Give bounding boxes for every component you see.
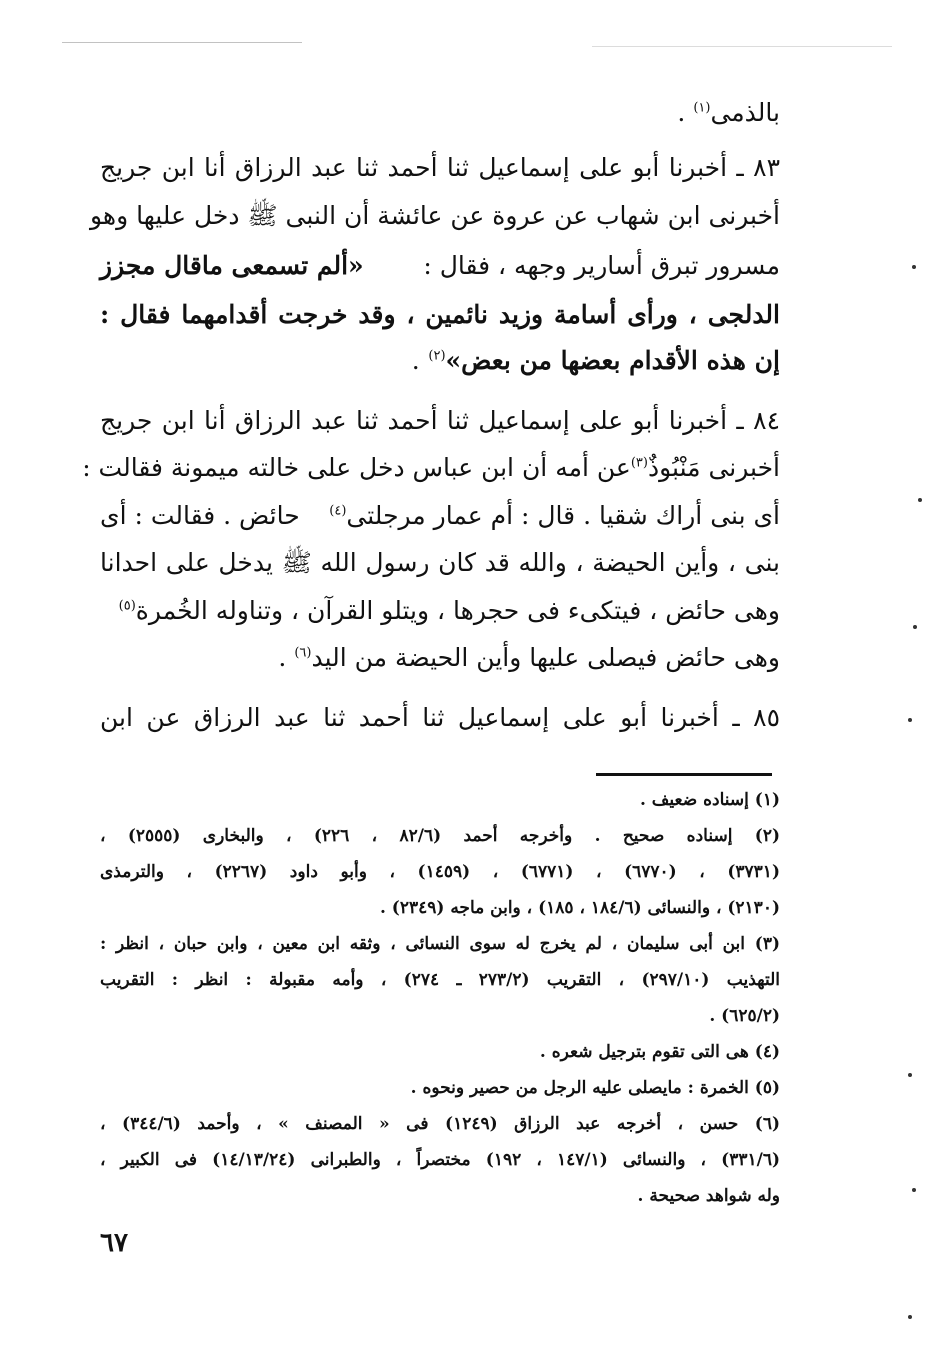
footnote-2-line-3 (100, 898, 780, 918)
text-segment: ٨٥ ـ أخبرنا أبو على إسماعيل ثنا أحمد ثنا عبد الرزاق عن ابن (100, 703, 780, 732)
footnote-2-line-1 (100, 826, 780, 846)
footnote-6-line-2 (100, 1150, 780, 1170)
text-segment: أى بنى أراك شقيا . قال : أم عمار مرجلتى (346, 501, 780, 530)
footnote-text: (٤) هى التى تقوم بترجيل شعره . (539, 1042, 780, 1062)
footnote-ref: (٦) (294, 645, 312, 661)
text-segment: . (411, 346, 420, 375)
hadith-83-line-2 (90, 201, 780, 230)
margin-speck (912, 1188, 916, 1192)
footnote-ref: (٢) (428, 348, 446, 364)
footnote-text: وله شواهد صحيحة . (637, 1186, 780, 1206)
text-segment: . (677, 98, 686, 127)
margin-speck (912, 265, 916, 269)
footnote-separator (596, 773, 772, 776)
hadith-85-line-1 (100, 705, 780, 730)
text-segment: ٨٤ ـ أخبرنا أبو على إسماعيل ثنا أحمد ثنا عبد الرزاق أنا ابن جريج (100, 406, 780, 435)
scan-artifact-line (592, 46, 892, 47)
margin-speck (913, 625, 917, 629)
text-segment: أخبرنى ابن شهاب عن عروة عن عائشة أن النبى ﷺ دخل عليها وهو (90, 201, 780, 230)
hadith-84-line-2 (82, 453, 780, 482)
page-number: ٦٧ (100, 1228, 128, 1258)
text-segment: عن أمه أن ابن عباس دخل على خالته ميمونة فقالت : (82, 453, 631, 482)
footnote-text: (٥) الخمرة : مايصلى عليه الرجل من حصير ونحوه . (410, 1078, 780, 1098)
footnote-6-line-3 (100, 1186, 780, 1206)
footnote-text: (٢) إسناده صحيح . وأخرجه أحمد (٨٢/٦ ، ٢٢٦) ، والبخارى (٢٥٥٥) ، (100, 826, 780, 846)
footnote-1 (100, 790, 780, 810)
hadith-83-line-3 (100, 253, 780, 278)
footnote-text: التهذيب (٢٩٧/١٠) ، التقريب (٢٧٣/٢ ـ ٢٧٤) ، وأمه مقبولة : انظر : التقريب (100, 970, 780, 990)
footnote-ref: (١) (693, 100, 711, 116)
hadith-84-line-6 (100, 645, 780, 670)
quoted-speech: إن هذه الأقدام بعضها من بعض» (445, 346, 780, 375)
hadith-83-line-1 (100, 155, 780, 180)
hadith-84-line-3 (100, 503, 780, 528)
footnote-text: (١) إسناده ضعيف . (639, 790, 780, 810)
hadith-83-line-4 (100, 302, 780, 327)
margin-speck (908, 1315, 912, 1319)
margin-speck (918, 498, 922, 502)
quoted-speech: «ألم تسمعى ماقال مجزز (100, 251, 364, 280)
text-segment: مسرور تبرق أسارير وجهه ، فقال : (423, 251, 780, 280)
footnote-ref: (٥) (118, 598, 136, 614)
footnote-text: (٣) ابن أبى سليمان ، لم يخرج له سوى النسائى ، وثقه ابن معين ، وابن حبان ، انظر : (100, 934, 780, 954)
text-segment: أخبرنى مَنْبُوذٌ (647, 453, 780, 482)
scan-artifact-line (62, 42, 302, 43)
footnote-text: (٣٣١/٦) ، والنسائى (١٤٧/١ ، ١٩٢) مختصراً ، والطبرانى (١٤/١٣/٢٤) فى الكبير ، (100, 1150, 781, 1170)
footnote-3-line-1 (100, 934, 780, 954)
quoted-speech: الدلجى ، ورأى أسامة وزيد نائمين ، وقد خرجت أقدامهما فقال : (100, 300, 780, 329)
margin-speck (908, 1073, 912, 1077)
text-segment: وهى حائض ، فيتكىء فى حجرها ، ويتلو القرآن ، وتناوله الخُمرة (135, 596, 780, 625)
margin-speck (908, 718, 912, 722)
text-segment: بالذمى (710, 98, 780, 127)
footnote-4 (100, 1042, 780, 1062)
footnote-text: (٦٢٥/٢) . (709, 1006, 780, 1026)
text-line (100, 100, 780, 125)
hadith-84-line-1 (100, 408, 780, 433)
text-segment: ٨٣ ـ أخبرنا أبو على إسماعيل ثنا أحمد ثنا عبد الرزاق أنا ابن جريج (100, 153, 780, 182)
footnote-text: (٦) حسن ، أخرجه عبد الرزاق (١٢٤٩) فى « المصنف » ، وأحمد (٣٤٤/٦) ، (100, 1114, 781, 1134)
hadith-83-line-5 (100, 348, 780, 373)
hadith-84-line-5 (100, 598, 780, 623)
footnote-6-line-1 (100, 1114, 780, 1134)
footnote-ref: (٤) (329, 503, 347, 519)
footnote-5 (100, 1078, 780, 1098)
hadith-84-line-4 (100, 550, 780, 575)
footnote-3-line-3 (100, 1006, 780, 1026)
footnote-3-line-2 (100, 970, 780, 990)
text-segment: وهى حائض فيصلى عليها وأين الحيضة من اليد (311, 643, 780, 672)
text-segment: . (278, 643, 287, 672)
text-segment: بنى ، وأين الحيضة ، والله قد كان رسول الله ﷺ يدخل على احدانا (100, 548, 780, 577)
footnote-ref: (٣) (630, 455, 648, 471)
footnote-text: (٣٧٣١) ، (٦٧٧٠) ، (٦٧٧١) ، (١٤٥٩) ، وأبو داود (٢٢٦٧) ، والترمذى (100, 862, 780, 882)
text-segment: حائض . فقالت : أى (100, 501, 300, 530)
footnote-2-line-2 (100, 862, 780, 882)
footnote-text: (٢١٣٠) ، والنسائى (١٨٤/٦ ، ١٨٥) ، وابن ماجه (٢٣٤٩) . (379, 898, 780, 918)
